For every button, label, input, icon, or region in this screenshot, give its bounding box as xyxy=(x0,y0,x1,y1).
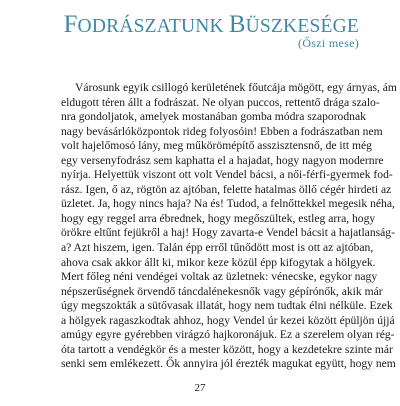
text-line: örökre eltűnt fejükről a haj! Hogy zavarta-e Vendel bácsit a hajatlanság- xyxy=(61,226,395,240)
chapter-title xyxy=(59,12,359,37)
body-text xyxy=(61,81,397,372)
text-line: hogy egy reggel arra ébrednek, hogy megőszültek, estleg arra, hogy xyxy=(61,211,376,225)
text-line: óta tartott a vendégkör és a mester között, hogy a kezdetekre szinte már xyxy=(61,342,393,356)
text-line: úgy megszokták a sütővasak illatát, hogy nem tudtak élni nélküle. Ezek xyxy=(61,299,393,313)
text-line: nyírja. Helyettük viszont ott volt Vendel bácsi, a női-férfi-gyermek fod- xyxy=(61,168,393,182)
text-line: népszerűségnek örvendő táncdalénekesnők vagy gépírónők, akik már xyxy=(61,284,383,298)
text-line: Mert főleg néni vendégei voltak az üzletnek: vénecske, egykor nagy xyxy=(61,270,378,284)
chapter-subtitle: (Őszi mese) xyxy=(298,36,359,50)
text-line: a hölgyek ragaszkodtak ahhoz, hogy Vendel úr kezei között épüljön újjá xyxy=(61,313,395,327)
title-initial-b: B xyxy=(228,11,246,38)
text-line: ahova csak akkor állt ki, mikor keze közül épp kifogytak a hölgyek. xyxy=(61,255,376,269)
title-smallcaps-1: ODRÁSZATUNK xyxy=(77,16,229,37)
title-initial-f: F xyxy=(63,11,78,38)
page-number: 27 xyxy=(194,382,206,394)
text-line: volt hajelőmosó lány, meg műkörömépítő asszisztensnő, de itt még xyxy=(61,139,372,153)
text-line: nagy bevásárlóközpontok rideg folyosóin! Ebben a fodrászatban nem xyxy=(61,124,383,138)
text-line: Városunk egyik csillogó kerületének főutcája mögött, egy árnyas, ám xyxy=(75,81,397,94)
title-smallcaps-2: ÜSZKESÉGE xyxy=(245,16,359,37)
text-line: a? Azt hiszem, igen. Talán épp erről tűnődött most is ott az ajtóban, xyxy=(61,241,374,255)
text-line: eldugott téren állt a fodrászat. Ne olyan puccos, rettentő drága szalo- xyxy=(61,95,380,109)
text-line: senki sem emlékezett. Ők annyira jól érezték magukat együtt, hogy nem xyxy=(61,357,396,371)
text-line: nra gondoljatok, amelyek mostanában gomba módra szaporodnak xyxy=(61,110,366,124)
text-line: egy versenyfodrász sem kaphatta el a hajadat, hogy nagyon modernre xyxy=(61,153,384,167)
text-line: rász. Igen, ő az, rögtön az ajtóban, felette hatalmas öllő cégér hirdeti az xyxy=(61,182,392,196)
text-line: amúgy egyre gyérebben virágzó hajkoronájuk. Ez a szerelem olyan rég- xyxy=(61,328,395,342)
text-line: üzletet. Ja, hogy nincs haja? Na és! Tudod, a felnőttekkel megesik néha, xyxy=(61,197,395,211)
